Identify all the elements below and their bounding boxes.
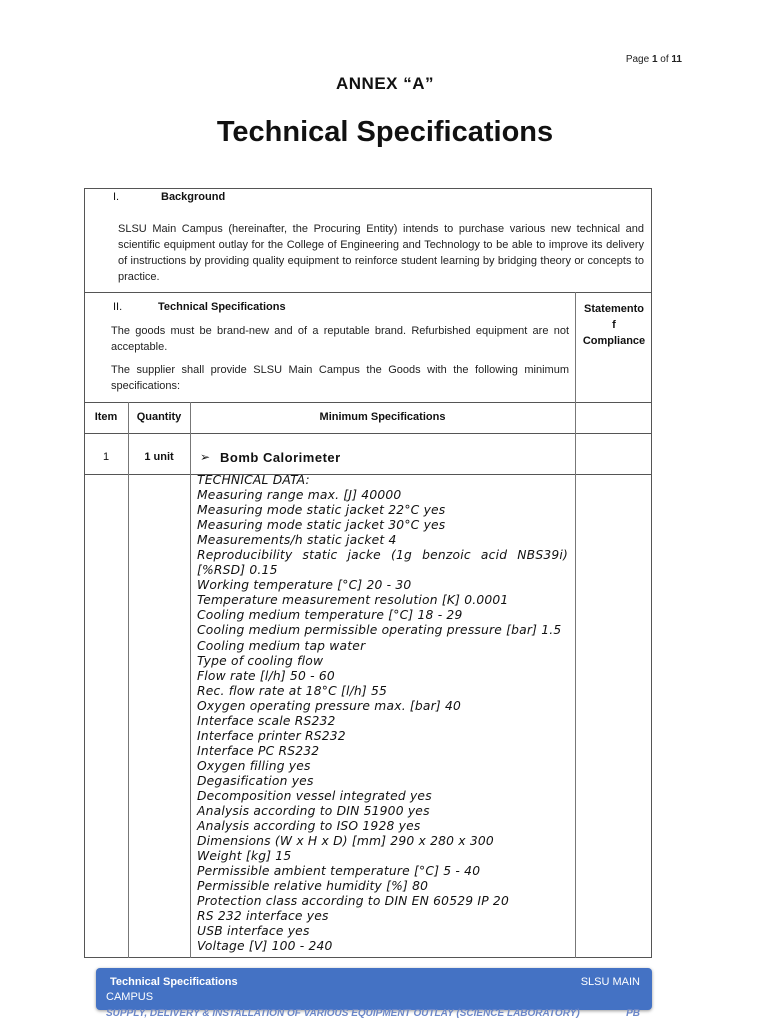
spec-line: USB interface yes <box>197 924 310 939</box>
spec-line: Protection class according to DIN EN 60529 IP 20 <box>197 894 509 909</box>
spec-line: RS 232 interface yes <box>197 909 329 924</box>
spec-line: Analysis according to ISO 1928 yes <box>197 819 421 834</box>
spec-line: Measuring range max. [J] 40000 <box>197 488 402 503</box>
spec-line: TECHNICAL DATA: <box>197 473 310 487</box>
spec-line: Permissible relative humidity [%] 80 <box>197 879 429 894</box>
spec-line: Cooling medium tap water <box>197 638 366 653</box>
arrow-bullet-icon: ➢ <box>200 450 211 464</box>
spec-line: Rec. flow rate at 18°C [l/h] 55 <box>197 683 388 698</box>
section-heading: Background <box>161 191 226 203</box>
item-number: 1 <box>102 451 110 463</box>
spec-line: Measurements/h static jacket 4 <box>197 533 397 548</box>
brand-new-paragraph: The goods must be brand-new and of a reputable brand. Refurbished equipment are not acceptable. <box>111 325 569 353</box>
spec-line: Measuring mode static jacket 22°C yes <box>197 503 446 518</box>
spec-line: Oxygen operating pressure max. [bar] 40 <box>197 698 462 713</box>
statement-divider <box>575 292 576 403</box>
spec-line: Permissible ambient temperature [°C] 5 - 40 <box>197 864 481 879</box>
section-number: I. <box>113 191 120 203</box>
col-divider <box>575 433 576 475</box>
spec-line: Cooling medium temperature [°C] 18 - 29 <box>197 608 463 623</box>
supplier-paragraph: The supplier shall provide SLSU Main Campus the Goods with the following minimum specifications: <box>111 364 569 392</box>
spec-line: Interface PC RS232 <box>197 743 320 758</box>
spec-line: Decomposition vessel integrated yes <box>197 788 432 803</box>
footer-second-line: CAMPUS <box>106 991 154 1003</box>
spec-line: Voltage [V] 100 - 240 <box>197 939 333 954</box>
section-number: II. <box>113 301 123 313</box>
spec-line: Measuring mode static jacket 30°C yes <box>197 518 446 533</box>
spec-line: Dimensions (W x H x D) [mm] 290 x 280 x 300 <box>197 834 494 849</box>
spec-line: Flow rate [l/h] 50 - 60 <box>197 668 335 683</box>
spec-line: Temperature measurement resolution [K] 0.0001 <box>197 593 509 608</box>
quantity-header: Quantity <box>136 411 182 423</box>
spec-line: Working temperature [°C] 20 - 30 <box>197 578 412 593</box>
spec-line: Type of cooling flow <box>197 653 324 668</box>
item-name: Bomb Calorimeter <box>220 450 341 465</box>
spec-line: Reproducibility static jacke (1g benzoic acid NBS39i) <box>197 548 568 563</box>
spec-line: [%RSD] 0.15 <box>197 563 278 578</box>
col-divider <box>575 402 576 434</box>
page-number: Page 1 of 11 <box>625 54 682 65</box>
project-title-text: SUPPLY, DELIVERY & INSTALLATION OF VARIOUS EQUIPMENT OUTLAY (SCIENCE LABORATORY) <box>106 1008 580 1019</box>
page-footer <box>96 968 652 1010</box>
section-heading: Technical Specifications <box>158 301 286 313</box>
col-divider <box>190 474 191 958</box>
spec-line: Degasification yes <box>197 773 314 788</box>
spec-line: Oxygen filling yes <box>197 758 311 773</box>
col-divider <box>128 474 129 958</box>
spec-line: Analysis according to DIN 51900 yes <box>197 804 430 819</box>
project-code-text: PB <box>626 1008 640 1019</box>
spec-line: Interface scale RS232 <box>197 713 336 728</box>
col-divider <box>575 474 576 958</box>
item-quantity: 1 unit <box>144 451 174 463</box>
col-divider <box>190 433 191 475</box>
spec-line: Interface printer RS232 <box>197 728 346 743</box>
footer-project-title <box>106 1008 646 1024</box>
spec-line: Weight [kg] 15 <box>197 849 292 864</box>
footer-right-text: SLSU MAIN <box>580 976 640 988</box>
min-specs-header: Minimum Specifications <box>319 411 446 423</box>
spec-line: Cooling medium permissible operating pressure [bar] 1.5 <box>197 623 562 638</box>
item-header: Item <box>94 411 118 423</box>
statement-of-compliance-header: Statemento f Compliance <box>582 303 646 347</box>
background-paragraph: SLSU Main Campus (hereinafter, the Procuring Entity) intends to purchase various new technical and scientific equipment outlay for the College of Engineering and Technology to be able to improve its delivery of instructions by providing quality equipment to reinforce student learning by bridging theory or concepts to practice. <box>118 223 644 283</box>
footer-left-text: Technical Specifications <box>110 976 238 988</box>
annex-heading: ANNEX “A” <box>335 74 434 93</box>
document-title: Technical Specifications <box>216 116 554 148</box>
spec-list <box>197 473 568 955</box>
